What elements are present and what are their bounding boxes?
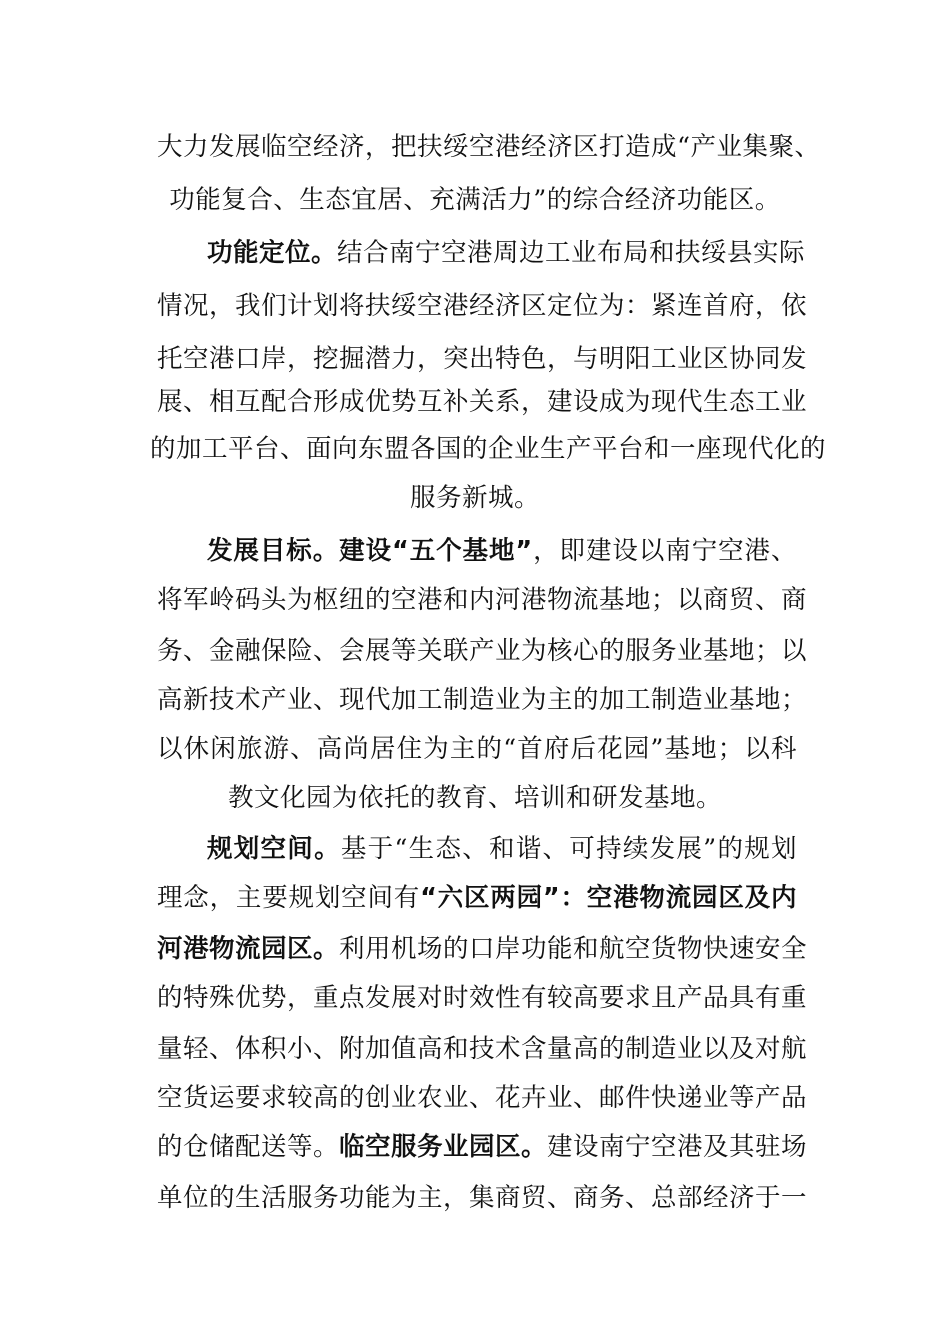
section-heading-development-goals: 发展目标。建设“五个基地” [207, 536, 533, 566]
text-run: 结合南宁空港周边工业布局和扶绥县实际 [337, 238, 806, 268]
text-run: 高新技术产业、现代加工制造业为主的加工制造业基地； [157, 685, 808, 715]
text-run: 利用机场的口岸功能和航空货物快速安全 [339, 934, 808, 964]
text-line [157, 978, 808, 1018]
text-run: 大力发展临空经济，把扶绥空港经济区打造成“产业集聚、 [157, 132, 821, 162]
section-heading-line [207, 829, 797, 869]
text-run: 功能复合、生态宜居、充满活力”的综合经济功能区。 [169, 185, 781, 215]
text-run: 以休闲旅游、高尚居住为主的“首府后花园”基地；以科 [157, 734, 797, 764]
text-run: 将军岭码头为枢纽的空港和内河港物流基地；以商贸、商 [157, 585, 808, 615]
text-line [157, 680, 808, 720]
text-line [157, 127, 821, 167]
text-line [0, 478, 950, 518]
text-line [157, 1127, 808, 1167]
text-line [157, 631, 808, 671]
text-run: 的仓储配送等。 [157, 1132, 340, 1162]
text-line [150, 429, 827, 469]
text-run: 服务新城。 [409, 483, 540, 513]
text-run: 空货运要求较高的创业农业、花卉业、邮件快递业等产品 [157, 1083, 808, 1113]
text-line [157, 580, 808, 620]
text-run: 务、金融保险、会展等关联产业为核心的服务业基地；以 [157, 636, 808, 666]
text-run: 教文化园为依托的教育、培训和研发基地。 [227, 783, 722, 813]
bold-phrase-airport-service-park: 临空服务业园区。 [339, 1132, 548, 1162]
text-run: 的加工平台、面向东盟各国的企业生产平台和一座现代化的 [150, 434, 827, 464]
section-heading-line [207, 531, 797, 571]
text-run: 建设南宁空港及其驻场 [547, 1132, 808, 1162]
text-run: 基于“生态、和谐、可持续发展”的规划 [340, 834, 797, 864]
text-run: 量轻、体积小、附加值高和技术含量高的制造业以及对航 [157, 1034, 808, 1064]
text-run: 托空港口岸，挖掘潜力，突出特色，与明阳工业区协同发 [157, 344, 808, 374]
text-line [157, 1078, 808, 1118]
section-heading-line [207, 233, 806, 273]
text-line [157, 929, 808, 969]
text-run: 单位的生活服务功能为主，集商贸、商务、总部经济于一 [157, 1183, 808, 1213]
text-run: 情况，我们计划将扶绥空港经济区定位为：紧连首府，依 [157, 291, 808, 321]
bold-phrase-six-zones-two-parks: “六区两园”：空港物流园区及内 [420, 883, 797, 913]
text-line [157, 1178, 808, 1218]
section-heading-functional-positioning: 功能定位。 [207, 238, 338, 268]
text-line [157, 382, 808, 422]
text-line [157, 339, 808, 379]
text-line [157, 1029, 808, 1069]
text-line [157, 286, 808, 326]
section-heading-planning-space: 规划空间。 [207, 834, 341, 864]
text-run: 的特殊优势，重点发展对时效性有较高要求且产品具有重 [157, 983, 808, 1013]
text-run: ，即建设以南宁空港、 [532, 536, 797, 566]
text-line [157, 878, 797, 918]
text-run: 理念，主要规划空间有 [157, 883, 421, 913]
text-line [0, 778, 950, 818]
text-line [0, 180, 950, 220]
text-run: 展、相互配合形成优势互补关系，建设成为现代生态工业 [157, 387, 808, 417]
text-line [157, 729, 797, 769]
bold-phrase-river-port-logistics-park: 河港物流园区。 [157, 934, 340, 964]
